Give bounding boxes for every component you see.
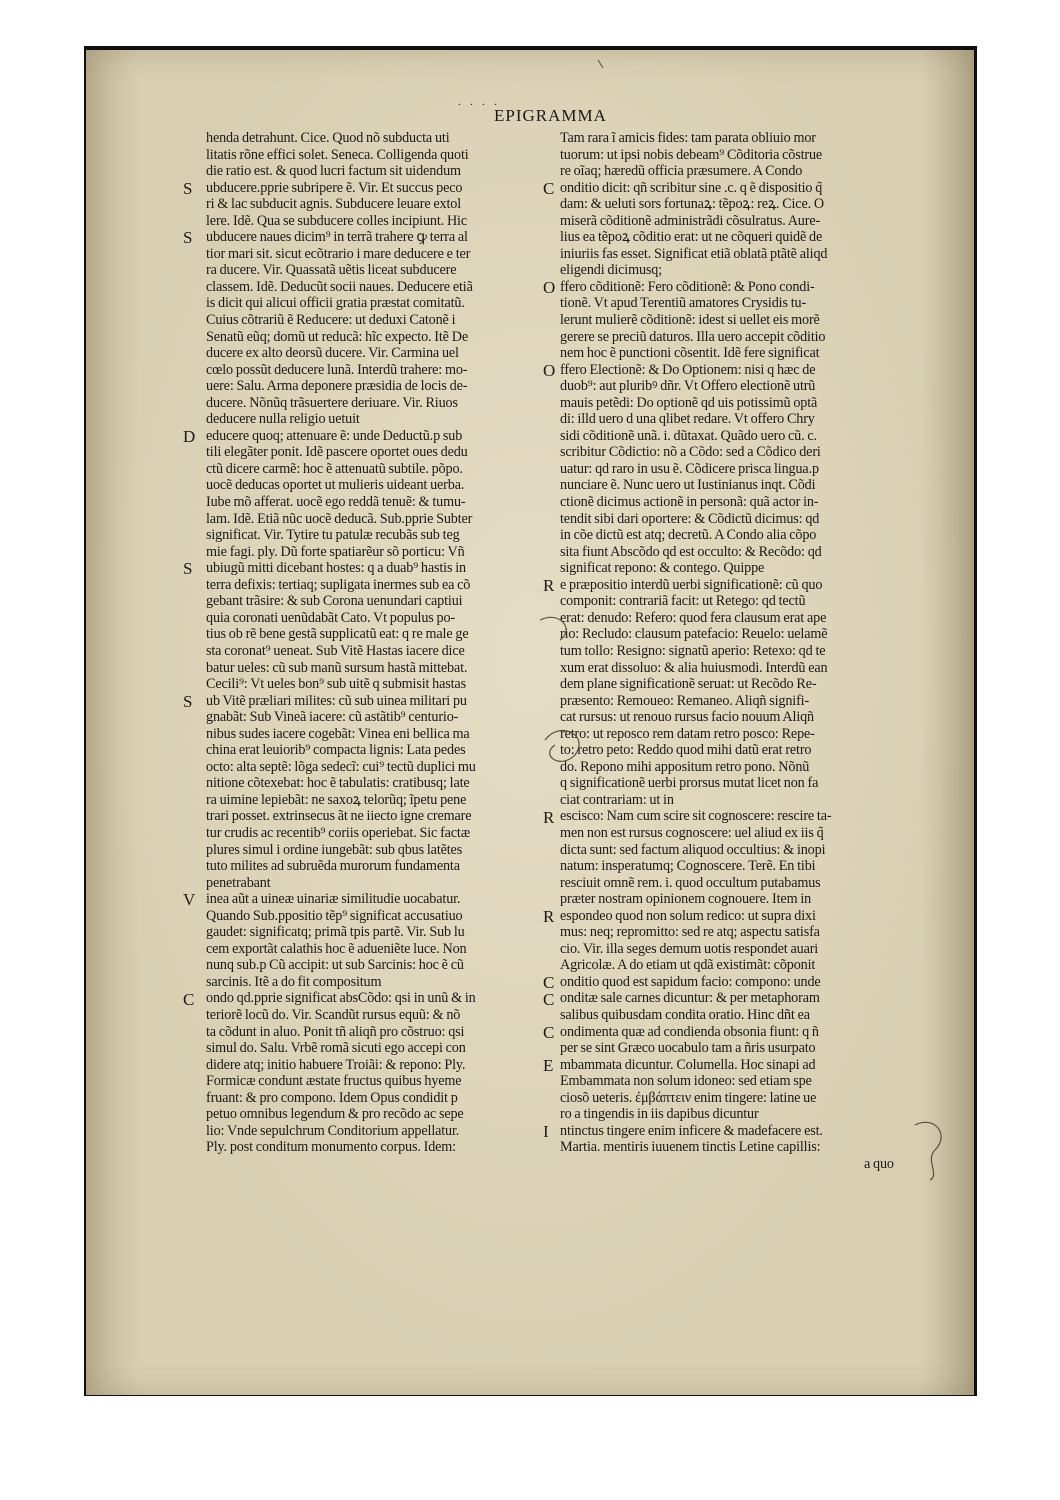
text-line bbox=[560, 825, 915, 842]
line-text: ri & lac subducit agnis. Subducere leuare extol bbox=[206, 196, 461, 213]
text-line bbox=[560, 444, 915, 461]
text-line bbox=[206, 147, 551, 164]
text-line bbox=[560, 941, 915, 958]
text-line bbox=[560, 693, 915, 710]
line-text: terra defixis: tertiaq; supligata inermes sub ea cõ bbox=[206, 576, 471, 593]
line-text: eligendi dicimusq; bbox=[560, 262, 663, 279]
line-text: batur ueles: cũ sub manũ sursum hastã mittebat. bbox=[206, 659, 468, 676]
line-text: dicta sunt: sed factum aliquod occultius: & inopi bbox=[560, 841, 826, 858]
text-line bbox=[206, 643, 551, 660]
line-text: mie fagi. ply. Dũ forte spatiarẽur sõ porticu: Vñ bbox=[206, 543, 465, 560]
line-text: sita fiunt Abscõdo qd est occulto: & Recõdo: qd bbox=[560, 543, 822, 560]
text-line bbox=[560, 279, 915, 296]
line-text: Martia. mentiris iuuenem tinctis Letine capillis: bbox=[560, 1139, 821, 1156]
text-line bbox=[560, 610, 915, 627]
text-line bbox=[206, 1073, 551, 1090]
line-text: significat repono: & contego. Quippe bbox=[560, 560, 765, 577]
line-text: quia coronati uenũdabãt Cato. Vt populus po- bbox=[206, 609, 456, 626]
line-text: penetrabant bbox=[206, 874, 271, 891]
text-line bbox=[560, 213, 915, 230]
text-line bbox=[206, 1123, 551, 1140]
text-line bbox=[206, 329, 551, 346]
text-line bbox=[206, 858, 551, 875]
line-text: cio. Vir. illa seges demum uotis respondet auari bbox=[560, 940, 819, 957]
line-text: xum erat dissoluo: & alia huiusmodi. Interdũ ean bbox=[560, 659, 828, 676]
text-line bbox=[560, 1106, 915, 1123]
header-title: EPIGRAMMA bbox=[494, 106, 607, 125]
text-line bbox=[560, 742, 915, 759]
text-line bbox=[560, 643, 915, 660]
text-line bbox=[560, 891, 915, 908]
text-line bbox=[206, 626, 551, 643]
line-text: tuto milites ad subruẽda murorum fundamenta bbox=[206, 858, 460, 875]
text-line bbox=[560, 759, 915, 776]
header-dots: . . . . bbox=[458, 94, 500, 108]
text-line bbox=[560, 295, 915, 312]
section-initial-letter: C bbox=[543, 973, 555, 993]
line-text: ntinctus tingere enim inficere & madefacere est. bbox=[560, 1122, 823, 1139]
page-header bbox=[458, 94, 607, 126]
text-line bbox=[206, 709, 551, 726]
line-text: in cõe dictũ est atq; decretũ. A Condo alia cõpo bbox=[560, 527, 817, 544]
line-text: per se sint Græco uocabulo tam a ñris usurpato bbox=[560, 1040, 816, 1057]
line-text: resciuit omnẽ rem. i. quod occultum putabamus bbox=[560, 874, 821, 891]
text-line bbox=[206, 395, 551, 412]
line-text: sidi cõditionẽ unã. i. dũtaxat. Quãdo uero cũ. c. bbox=[560, 427, 817, 444]
text-line bbox=[206, 924, 551, 941]
text-line bbox=[206, 775, 551, 792]
line-text: tionẽ. Vt apud Terentiũ amatores Crysidis tu- bbox=[560, 295, 807, 312]
right-text-column bbox=[543, 130, 915, 1172]
text-line bbox=[560, 1040, 915, 1057]
text-line bbox=[560, 411, 915, 428]
text-line bbox=[560, 792, 915, 809]
line-text: cat rursus: ut renouo rursus facio nouum Aliqñ bbox=[560, 709, 814, 726]
text-line bbox=[206, 229, 551, 246]
line-text: natum: insperatumq; Cognoscere. Terẽ. En tibi bbox=[560, 858, 816, 875]
line-text: ra uimine lepiebãt: ne saxoꝝ telorũq; ĩpetu pene bbox=[206, 791, 467, 808]
line-text: tius ob rẽ bene gestã supplicatũ eat: q re male ge bbox=[206, 626, 469, 643]
line-text: e præpositio interdũ uerbi significationẽ: cũ quo bbox=[560, 576, 823, 593]
line-text: tior mari sit. sicut ecõtrario i mare deducere e ter bbox=[206, 245, 471, 262]
text-line bbox=[560, 626, 915, 643]
text-line bbox=[560, 544, 915, 561]
text-line bbox=[560, 676, 915, 693]
text-line bbox=[560, 577, 915, 594]
text-line bbox=[560, 511, 915, 528]
line-text: lius ea tẽpoꝝ cõditio erat: ut ne cõqueri quidẽ de bbox=[560, 229, 823, 246]
text-line bbox=[206, 974, 551, 991]
line-text: onditio quod est sapidum facio: compono: unde bbox=[560, 973, 821, 990]
section-initial-letter: V bbox=[183, 890, 196, 910]
text-line bbox=[560, 329, 915, 346]
text-line bbox=[560, 180, 915, 197]
text-line bbox=[206, 660, 551, 677]
section-initial-letter: S bbox=[183, 559, 193, 579]
text-line bbox=[206, 1090, 551, 1107]
line-text: escisco: Nam cum scire sit cognoscere: rescire ta- bbox=[560, 808, 832, 825]
text-line bbox=[560, 775, 915, 792]
line-text: Agricolæ. A do etiam ut qdã existimãt: cõponit bbox=[560, 957, 816, 974]
line-text: uocẽ deducas oportet ut mulieris uideant uerba. bbox=[206, 477, 465, 494]
text-line bbox=[206, 1139, 551, 1156]
text-line bbox=[560, 1024, 915, 1041]
line-text: Cuius cõtrariũ ẽ Reducere: ut deduxi Catonẽ i bbox=[206, 312, 456, 329]
text-line bbox=[206, 577, 551, 594]
line-text: ondo qd.pprie significat absCõdo: qsi in unũ & in bbox=[206, 990, 476, 1007]
text-line bbox=[206, 908, 551, 925]
text-line bbox=[206, 759, 551, 776]
line-text: inea aũt a uineæ uinariæ similitudie uocabatur. bbox=[206, 891, 461, 908]
line-text: nem hoc ẽ punctioni cõsentit. Idẽ fere significat bbox=[560, 345, 820, 362]
line-text: lam. Idẽ. Etiã nũc uocẽ deducã. Sub.pprie Subter bbox=[206, 510, 473, 527]
section-initial-letter: O bbox=[543, 277, 556, 297]
line-text: ubducere naues dicim⁹ in terrã trahere ꝙ terra al bbox=[206, 229, 468, 246]
line-text: uere: Salu. Arma deponere præsidia de locis de- bbox=[206, 378, 468, 395]
text-line bbox=[206, 693, 551, 710]
line-text: dam: & ueluti sors fortunaꝝ: tẽpoꝝ: reꝝ. Cice. O bbox=[560, 196, 824, 213]
line-text: ub Vitẽ præliari milites: cũ sub uinea militari pu bbox=[206, 692, 467, 709]
text-line bbox=[560, 709, 915, 726]
line-text: di: illd uero d una qlibet redare. Vt offero Chry bbox=[560, 411, 815, 428]
text-line bbox=[206, 825, 551, 842]
text-line bbox=[206, 544, 551, 561]
line-text: tili elegãter ponit. Idẽ pascere oportet oues dedu bbox=[206, 444, 468, 461]
line-text: ubducere.pprie subripere ẽ. Vir. Et succus peco bbox=[206, 179, 463, 196]
text-line bbox=[206, 180, 551, 197]
line-text: lerunt mulierẽ cõditionẽ: idest si uellet eis morẽ bbox=[560, 312, 820, 329]
line-text: mus: neq; repromitto: sed re atq; aspectu satisfa bbox=[560, 924, 820, 941]
text-line bbox=[206, 1024, 551, 1041]
text-line bbox=[560, 345, 915, 362]
text-line bbox=[560, 875, 915, 892]
line-text: ducere. Nõnũq trãsuertere deriuare. Vir. Riuos bbox=[206, 394, 458, 411]
line-text: Embammata non solum idoneo: sed etiam spe bbox=[560, 1073, 812, 1090]
line-text: Senatũ eũq; domũ ut reducã: hĩc expecto. Itẽ De bbox=[206, 328, 468, 345]
line-text: nunciare ẽ. Nunc uero ut Iustinianus inqt. Cõdi bbox=[560, 477, 816, 494]
section-initial-letter: C bbox=[543, 989, 555, 1009]
text-line bbox=[560, 196, 915, 213]
text-line bbox=[206, 163, 551, 180]
text-line bbox=[206, 560, 551, 577]
line-text: Formicæ condunt æstate fructus quibus hyeme bbox=[206, 1073, 462, 1090]
line-text: præsento: Remoueo: Remaneo. Aliqñ signifi- bbox=[560, 692, 810, 709]
text-line bbox=[206, 461, 551, 478]
text-line bbox=[206, 494, 551, 511]
line-text: erat: denudo: Refero: quod fera clausum erat ape bbox=[560, 609, 827, 626]
section-initial-letter: S bbox=[183, 228, 193, 248]
section-initial-letter: C bbox=[183, 989, 195, 1009]
line-text: trari posset. extrinsecus ãt ne iiecto igne cremare bbox=[206, 808, 472, 825]
text-line bbox=[560, 312, 915, 329]
line-text: a quo bbox=[864, 1155, 894, 1172]
line-text: onditio dicit: qñ scribitur sine .c. q ẽ dispositio q̃ bbox=[560, 179, 823, 196]
line-text: ta cõdunt in aluo. Ponit tñ aliqñ pro cõstruo: qsi bbox=[206, 1023, 465, 1040]
text-line bbox=[560, 527, 915, 544]
text-line bbox=[560, 1007, 915, 1024]
section-initial-letter: R bbox=[543, 807, 555, 827]
section-initial-letter: O bbox=[543, 360, 556, 380]
line-text: iniuriis fas esset. Significat etiã oblatã ptãtẽ aliqd bbox=[560, 245, 828, 262]
line-text: miserã cõditionẽ administrãdi cõsulratus. Aure- bbox=[560, 212, 821, 229]
line-text: sta coronat⁹ ueneat. Sub Vitẽ Hastas iacere dice bbox=[206, 642, 465, 659]
text-line bbox=[206, 444, 551, 461]
text-line bbox=[560, 1073, 915, 1090]
line-text: ducere ex alto deorsũ ducere. Vir. Carmina uel bbox=[206, 345, 459, 362]
text-line bbox=[206, 213, 551, 230]
section-initial-letter: C bbox=[543, 178, 555, 198]
text-line bbox=[560, 494, 915, 511]
text-line bbox=[206, 312, 551, 329]
text-line bbox=[560, 660, 915, 677]
text-line bbox=[206, 295, 551, 312]
line-text: henda detrahunt. Cice. Quod nõ subducta uti bbox=[206, 130, 450, 146]
line-text: Cecili⁹: Vt ueles bon⁹ sub uitẽ q submisit hastas bbox=[206, 676, 466, 693]
text-line bbox=[560, 726, 915, 743]
line-text: ondimenta quæ ad condienda obsonia fiunt: q ñ bbox=[560, 1023, 819, 1040]
line-text: fruant: & pro compono. Idem Opus condidit p bbox=[206, 1089, 458, 1106]
section-initial-letter: S bbox=[183, 178, 193, 198]
text-line bbox=[560, 990, 915, 1007]
text-line bbox=[560, 477, 915, 494]
line-text: significat. Vir. Tytire tu patulæ recubãs sub teg bbox=[206, 527, 460, 544]
line-text: Iube mõ afferat. uocẽ ego reddã tenuẽ: & tumu- bbox=[206, 494, 466, 511]
line-text: duob⁹: aut pluribꝰ dñr. Vt Offero electionẽ utrũ bbox=[560, 378, 816, 395]
line-text: classem. Idẽ. Deducũt socii naues. Deducere etiã bbox=[206, 278, 473, 295]
line-text: do. Repono mihi appositum retro pono. Nõnũ bbox=[560, 758, 810, 775]
text-line bbox=[560, 1156, 915, 1173]
text-line bbox=[560, 461, 915, 478]
text-line bbox=[206, 792, 551, 809]
text-line bbox=[206, 593, 551, 610]
text-line bbox=[206, 1007, 551, 1024]
line-text: sarcinis. Itẽ a do fit compositum bbox=[206, 973, 382, 990]
line-text: octo: alta septẽ: lõga sedecĩ: cui⁹ tectũ duplici mu bbox=[206, 758, 476, 775]
text-line bbox=[560, 957, 915, 974]
text-line bbox=[560, 262, 915, 279]
text-line bbox=[206, 1040, 551, 1057]
line-text: dem plane significationẽ seruat: ut Recõdo Re- bbox=[560, 676, 817, 693]
line-text: mbammata dicuntur. Columella. Hoc sinapi ad bbox=[560, 1056, 816, 1073]
line-text: Quando Sub.ppositio tẽp⁹ significat accusatiuo bbox=[206, 907, 463, 924]
line-text: salibus quibusdam condita oratio. Hinc dñt ea bbox=[560, 1006, 810, 1023]
text-line bbox=[206, 742, 551, 759]
text-line bbox=[206, 428, 551, 445]
line-text: uatur: qd raro in usu ẽ. Cõdicere prisca lingua.p bbox=[560, 460, 819, 477]
line-text: nunq sub.p Cũ accipit: ut sub Sarcinis: hoc ẽ cũ bbox=[206, 957, 464, 974]
text-line bbox=[560, 163, 915, 180]
line-text: cem exportãt calathis hoc ẽ adueniẽte luce. Non bbox=[206, 940, 467, 957]
line-text: tur crudis ac recentib⁹ coriis operiebat. Sic factæ bbox=[206, 824, 471, 841]
text-line bbox=[206, 345, 551, 362]
line-text: petuo omnibus legendum & pro recõdo ac sepe bbox=[206, 1106, 464, 1123]
line-text: plures simul i ordine iungebãt: sub qbus latẽtes bbox=[206, 841, 463, 858]
line-text: ubiugũ mitti dicebant hostes: q a duab⁹ hastis in bbox=[206, 560, 466, 577]
text-line bbox=[560, 378, 915, 395]
text-line bbox=[206, 957, 551, 974]
line-text: ffero cõditionẽ: Fero cõditionẽ: & Pono condi- bbox=[560, 278, 815, 295]
line-text: ctũ dicere carmẽ: hoc ẽ attenuatũ subtile. põpo. bbox=[206, 460, 463, 477]
text-line bbox=[560, 1139, 915, 1156]
line-text: Ply. post conditum monumento corpus. Idem: bbox=[206, 1139, 456, 1156]
text-line bbox=[206, 1106, 551, 1123]
line-text: componit: contrariã facit: ut Retego: qd tectũ bbox=[560, 593, 806, 610]
line-text: deducere nulla religio uetuit bbox=[206, 411, 360, 428]
text-line bbox=[206, 246, 551, 263]
text-line bbox=[206, 262, 551, 279]
line-text: tuorum: ut ipsi nobis debeam⁹ Cõditoria cõstrue bbox=[560, 146, 823, 163]
text-line bbox=[560, 908, 915, 925]
line-text: gnabãt: Sub Vineã iacere: cũ astãtib⁹ centurio- bbox=[206, 709, 459, 726]
line-text: Tam rara ĩ amicis fides: tam parata obliuio mor bbox=[560, 130, 816, 146]
line-text: re oĩaq; hæredũ officia præsumere. A Condo bbox=[560, 163, 803, 180]
line-text: to: retro peto: Reddo quod mihi datũ erat retro bbox=[560, 742, 812, 759]
text-line bbox=[560, 428, 915, 445]
section-initial-letter: C bbox=[543, 1022, 555, 1042]
text-line bbox=[560, 246, 915, 263]
text-line bbox=[560, 147, 915, 164]
line-text: simul do. Salu. Vrbẽ romã sicuti ego accepi con bbox=[206, 1040, 466, 1057]
line-text: ctionẽ dicimus actionẽ in personã: quã actor in- bbox=[560, 494, 819, 511]
section-initial-letter: S bbox=[183, 691, 193, 711]
text-line bbox=[206, 676, 551, 693]
text-line bbox=[560, 1057, 915, 1074]
text-line bbox=[206, 726, 551, 743]
text-line bbox=[560, 1090, 915, 1107]
line-text: litatis rõne effici solet. Seneca. Colligenda quoti bbox=[206, 146, 469, 163]
line-text: mauis petẽdi: Do optionẽ qd uis potissimũ optã bbox=[560, 394, 818, 411]
text-line bbox=[560, 808, 915, 825]
text-line bbox=[560, 924, 915, 941]
line-text: espondeo quod non solum redico: ut supra dixi bbox=[560, 907, 816, 924]
line-text: retro: ut reposco rem datam retro posco: Repe- bbox=[560, 725, 815, 742]
line-text: tum tollo: Resigno: signatũ aperio: Retexo: qd te bbox=[560, 642, 826, 659]
line-text: q significationẽ uerbi prorsus mutat licet non fa bbox=[560, 775, 819, 792]
line-text: ciosõ ueteris. ἐμβάπτειν enim tingere: latine ue bbox=[560, 1089, 817, 1106]
line-text: china erat leuiorib⁹ compacta lignis: Lata pedes bbox=[206, 742, 466, 759]
text-line bbox=[206, 378, 551, 395]
line-text: lere. Idẽ. Qua se subducere colles incipiunt. Hic bbox=[206, 212, 467, 229]
section-initial-letter: I bbox=[543, 1122, 549, 1141]
line-text: præter nostram opinionem cognouere. Item in bbox=[560, 891, 812, 908]
text-line bbox=[560, 593, 915, 610]
line-text: is dicit qui alicui officii gratia præstat comitatũ. bbox=[206, 295, 465, 312]
text-line bbox=[206, 527, 551, 544]
text-line bbox=[560, 858, 915, 875]
line-text: rio: Recludo: clausum patefacio: Reuelo: uelamẽ bbox=[560, 626, 828, 643]
text-line bbox=[206, 610, 551, 627]
text-line bbox=[560, 362, 915, 379]
text-line bbox=[206, 875, 551, 892]
text-line bbox=[560, 974, 915, 991]
text-line bbox=[206, 362, 551, 379]
text-line bbox=[206, 891, 551, 908]
line-text: die ratio est. & quod lucri factum sit uidendum bbox=[206, 163, 461, 180]
line-text: ciat contrariam: ut in bbox=[560, 791, 674, 808]
text-line bbox=[206, 990, 551, 1007]
line-text: cœlo possũt deducere lunã. Interdũ trahere: mo- bbox=[206, 361, 468, 378]
line-text: ffero Electionẽ: & Do Optionem: nisi q hæc de bbox=[560, 361, 816, 378]
text-line bbox=[206, 196, 551, 213]
line-text: scribitur Cõdictio: nõ a Cõdo: sed a Cõdico deri bbox=[560, 444, 821, 461]
text-line bbox=[560, 842, 915, 859]
text-line bbox=[560, 560, 915, 577]
text-line bbox=[560, 130, 915, 147]
text-line bbox=[206, 279, 551, 296]
section-initial-letter: E bbox=[543, 1055, 554, 1075]
line-text: gebant trãsire: & sub Corona uenundari captiui bbox=[206, 593, 463, 610]
line-text: tendit sibi dari oportere: & Cõdictũ dicimus: qd bbox=[560, 510, 820, 527]
line-text: ra ducere. Vir. Quassatã uẽtis liceat subducere bbox=[206, 262, 457, 279]
text-line bbox=[206, 130, 551, 147]
left-text-column bbox=[183, 130, 554, 1156]
line-text: lio: Vnde sepulchrum Conditorium appellatur. bbox=[206, 1122, 460, 1139]
section-initial-letter: R bbox=[543, 575, 555, 595]
line-text: nibus sudes iacere cogebãt: Vinea eni bellica ma bbox=[206, 725, 470, 742]
text-line bbox=[206, 411, 551, 428]
text-line bbox=[206, 842, 551, 859]
line-text: onditæ sale carnes dicuntur: & per metaphoram bbox=[560, 990, 820, 1007]
line-text: men non est rursus cognoscere: uel aliud ex iis q̃ bbox=[560, 824, 824, 841]
section-initial-letter: R bbox=[543, 906, 555, 926]
text-line bbox=[560, 229, 915, 246]
text-line bbox=[206, 511, 551, 528]
text-line bbox=[560, 395, 915, 412]
line-text: educere quoq; attenuare ẽ: unde Deductũ.p sub bbox=[206, 427, 463, 444]
line-text: nitione cõtexebat: hoc ẽ tabulatis: cratibusq; late bbox=[206, 775, 470, 792]
line-text: gerere se preciũ daturos. Illa uero accepit cõditio bbox=[560, 328, 826, 345]
text-line bbox=[560, 1123, 915, 1140]
line-text: ro a tingendis in iis dapibus dicuntur bbox=[560, 1106, 759, 1123]
text-line bbox=[206, 1055, 554, 1075]
line-text: didere atq; initio habuere Troiãi: & repono: Ply. bbox=[206, 1056, 466, 1073]
text-line bbox=[206, 941, 551, 958]
line-text: teriorẽ locũ do. Vir. Scandũt rursus equũ: & nõ bbox=[206, 1006, 461, 1023]
section-initial-letter: D bbox=[183, 426, 196, 446]
line-text: gaudet: significatq; primã tpis partẽ. Vir. Sub lu bbox=[206, 924, 465, 941]
text-line bbox=[206, 808, 551, 825]
text-line bbox=[206, 477, 551, 494]
